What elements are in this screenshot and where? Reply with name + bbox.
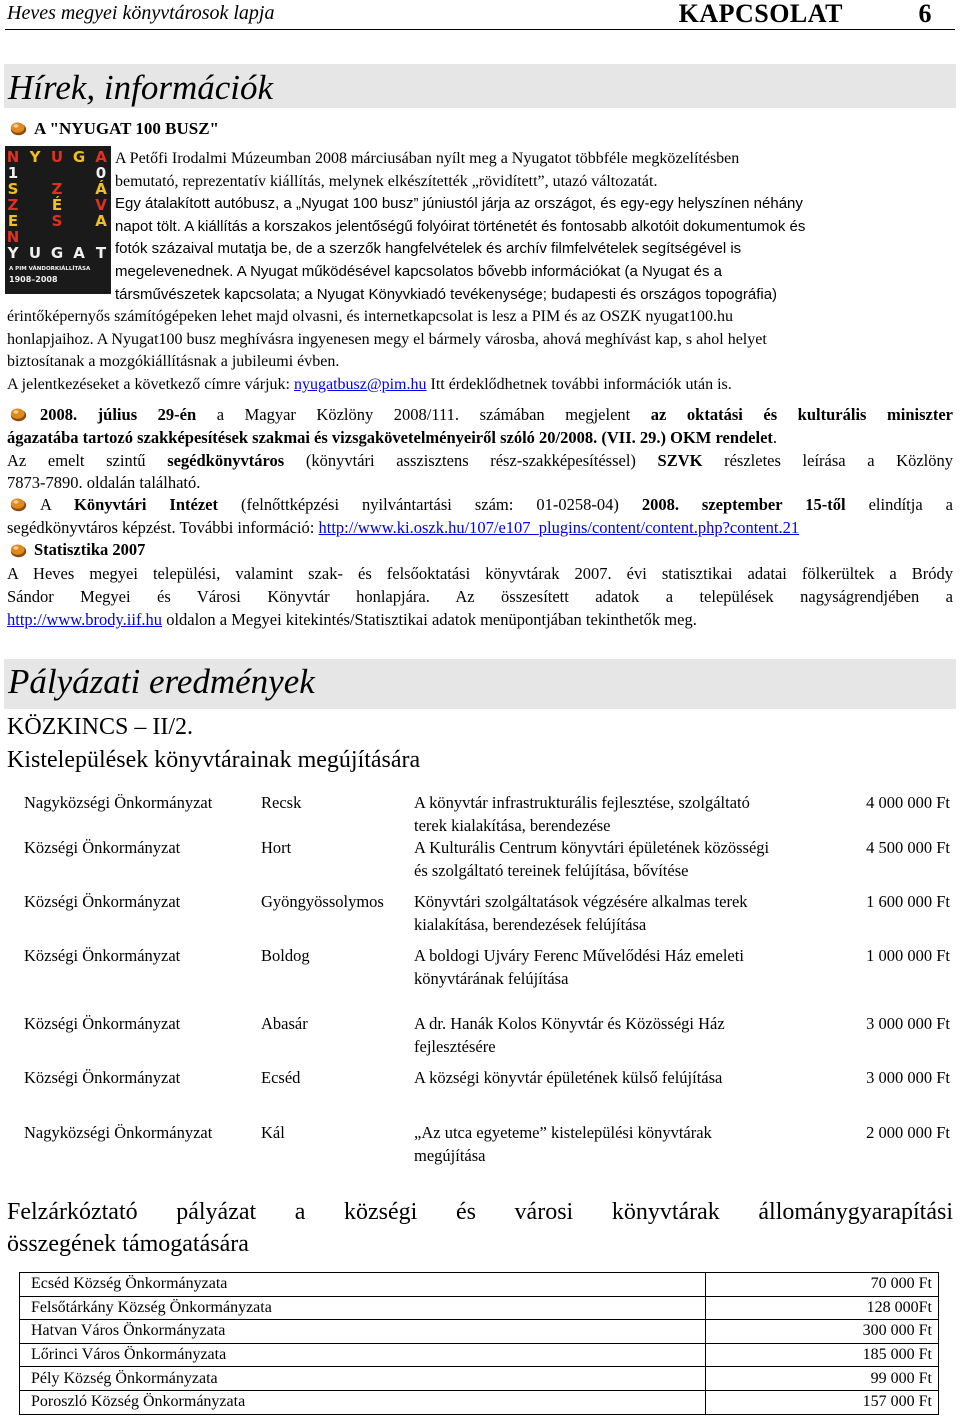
kozkincs-amount: 1 600 000 Ft <box>866 892 950 911</box>
para-line: megelevenednek. A Nyugat működésével kapcsolatos bővebb információkat (a Nyugat és a <box>115 262 723 280</box>
felz-table <box>19 1272 939 1415</box>
desc-line: kialakítása, berendezések felújítása <box>414 914 647 934</box>
kozkincs-place: Recsk <box>261 793 302 812</box>
stats-line-3 <box>7 609 953 632</box>
grant-amount: 99 000 Ft <box>706 1367 939 1391</box>
poster-letter: Á <box>95 180 107 198</box>
poster-letter: N <box>6 148 20 166</box>
date-bold: 2008. július 29-én <box>40 405 197 424</box>
grant-amount: 128 000Ft <box>706 1296 939 1320</box>
poster-letter: É <box>51 196 63 214</box>
poster-letter: S <box>51 212 63 230</box>
para-line: fotók százaival mutatja be, de a szerzők hangfelvételek és archív filmfelvételek segítségével is <box>115 240 742 258</box>
desc-line: A boldogi Ujváry Ferenc Művelődési Ház emeleti <box>414 946 744 965</box>
desc-line: Könyvtári szolgáltatások végzésére alkalmas terek <box>414 892 748 911</box>
kozkincs-desc <box>414 891 748 936</box>
kozkincs-org: Nagyközségi Önkormányzat <box>24 1123 213 1142</box>
kozkincs-place: Gyöngyössolymos <box>261 892 384 911</box>
email-link[interactable]: nyugatbusz@pim.hu <box>293 376 427 393</box>
kozkincs-desc <box>414 945 744 990</box>
poster-letter: 0 <box>95 164 107 182</box>
stats-title: Statisztika 2007 <box>34 540 146 559</box>
poster-letter: V <box>95 196 107 214</box>
kozkincs-org: Községi Önkormányzat <box>24 838 181 857</box>
poster-letter: N <box>6 228 20 246</box>
para-line: társművészetek kapcsolata; a Nyugat Könyvkiadó tevékenysége; budapesti és országos topográfia) <box>115 285 778 303</box>
text-bold: 2008. szeptember 15-től <box>641 495 846 514</box>
news2-line-1 <box>40 404 953 427</box>
kozkincs-amount: 4 500 000 Ft <box>866 838 950 857</box>
kozkincs-desc <box>414 837 769 882</box>
kozkincs-org: Nagyközségi Önkormányzat <box>24 793 213 812</box>
publication-name: Heves megyei könyvtárosok lapja <box>7 2 275 24</box>
grant-amount: 185 000 Ft <box>706 1343 939 1367</box>
decree-bold: ágazatába tartozó szakképesítések szakmai és vizsgakövetelményeiről szóló 20/2008. (VII. 29.) OKM rendelet <box>7 428 773 447</box>
para-line: biztosítanak a mozgókiállításnak a jubileumi évben. <box>7 353 340 371</box>
kozkincs-org: Községi Önkormányzat <box>24 892 181 911</box>
text-bold: az oktatási és kulturális miniszter <box>650 405 953 424</box>
para-line: érintőképernyős számítógépeken lehet majd olvasni, és internetkapcsolat is lesz a PIM és az OSZK nyugat100.hu <box>7 308 734 325</box>
poster-letter: U <box>50 148 64 166</box>
poster-letter: A <box>95 148 107 166</box>
poster-letter: A <box>73 244 85 262</box>
poster-years: 1908–2008 <box>9 275 58 284</box>
kozkincs-place: Abasár <box>261 1014 308 1033</box>
stats-line-2: Sándor Megyei és Városi Könyvtár honlapjára. Az összesített adatok a települések nagyságrendjében a <box>7 587 953 606</box>
table-row <box>20 1367 939 1391</box>
para-line-part: napot tölt. A kiállítás a korszakos jelentőségű folyóirat történetét és fontosabb alkotóit dokumentumok és <box>115 217 806 235</box>
table-row <box>20 1343 939 1367</box>
desc-line: A könyvtár infrastrukturális fejlesztése, szolgáltató <box>414 793 750 812</box>
kozkincs-amount: 2 000 000 Ft <box>866 1123 950 1142</box>
para-line: A Petőfi Irodalmi Múzeumban 2008 márciusában nyílt meg a Nyugatot többféle megközelítésben <box>115 150 740 167</box>
kozkincs-org: Községi Önkormányzat <box>24 1014 181 1033</box>
poster-letter: E <box>7 212 19 230</box>
table-row <box>20 1390 939 1414</box>
municipality-name: Hatvan Város Önkormányzata <box>20 1320 706 1344</box>
municipality-name: Pély Község Önkormányzata <box>20 1367 706 1391</box>
poster-caption: A PIM VÁNDORKIÁLLÍTÁSA <box>9 266 91 272</box>
poster-letter: U <box>28 244 42 262</box>
text: részletes leírása a Közlöny <box>702 451 953 470</box>
magazine-title: KAPCSOLAT <box>678 0 843 28</box>
text: oldalon a Megyei kitekintés/Statisztikai adatok menüpontjában tekinthetők meg. <box>162 610 697 629</box>
desc-line: „Az utca egyeteme” kistelepülési könyvtárak <box>414 1123 712 1142</box>
poster-letter: S <box>7 180 19 198</box>
text-bold: Könyvtári Intézet <box>74 495 218 514</box>
felz-title-l1: Felzárkóztató pályázat a községi és városi könyvtárak állománygyarapítási <box>7 1199 953 1225</box>
kozkincs-desc <box>414 1122 712 1167</box>
poster-letter: Z <box>51 180 63 198</box>
text: . <box>772 428 778 447</box>
news2-line-6 <box>7 517 953 540</box>
bullet-icon <box>10 406 27 428</box>
grant-amount: 300 000 Ft <box>706 1320 939 1344</box>
text: segédkönyvtáros képzést. További információ: <box>7 518 319 537</box>
grant-amount: 157 000 Ft <box>706 1390 939 1414</box>
news2-line-3 <box>7 450 953 473</box>
table-row <box>20 1320 939 1344</box>
municipality-name: Felsőtárkány Község Önkormányzata <box>20 1296 706 1320</box>
news2-line-5 <box>40 494 953 517</box>
news-headline: A "NYUGAT 100 BUSZ" <box>34 119 219 138</box>
section-title-grants: Pályázati eredmények <box>8 662 315 701</box>
brody-link[interactable]: http://www.brody.iif.hu <box>7 610 163 629</box>
para-line: bemutató, reprezentatív kiállítás, melynek elkészítették „rövidített”, utazó változatát. <box>115 172 658 190</box>
municipality-name: Ecséd Község Önkormányzata <box>20 1273 706 1297</box>
header-title-page <box>679 0 932 29</box>
desc-line: megújítása <box>414 1145 486 1165</box>
text-bold: segédkönyvtáros <box>167 451 285 470</box>
section-title-news: Hírek, információk <box>8 68 274 107</box>
text: elindítja a <box>845 495 953 514</box>
kozkincs-org: Községi Önkormányzat <box>24 1068 181 1087</box>
desc-line: A dr. Hanák Kolos Könyvtár és Közösségi Ház <box>414 1014 725 1033</box>
bullet-icon <box>10 496 27 518</box>
felz-title-l2: összegének támogatására <box>7 1231 249 1257</box>
kozkincs-amount: 4 000 000 Ft <box>866 793 950 812</box>
bullet-icon <box>10 542 27 564</box>
nyugat-poster-image <box>5 146 111 294</box>
kozkincs-place: Ecséd <box>261 1068 301 1087</box>
kozkincs-place: Kál <box>261 1123 285 1142</box>
text: (könyvtári asszisztens rész-szakképesítéssel) <box>284 451 658 470</box>
kozkincs-subtitle: Kistelepülések könyvtárainak megújítására <box>7 747 421 773</box>
poster-letter: Y <box>29 148 41 166</box>
kozkincs-desc <box>414 1013 725 1058</box>
kozkincs-desc <box>414 792 750 837</box>
contact-text: A jelentkezéseket a következő címre várjuk: <box>7 376 294 393</box>
grant-amount: 70 000 Ft <box>706 1273 939 1297</box>
desc-line: fejlesztésére <box>414 1036 496 1056</box>
municipality-name: Poroszló Község Önkormányzata <box>20 1390 706 1414</box>
para-line-part: Egy átalakított autóbusz, a „Nyugat 100 busz” júniustól járja az országot, és egy-egy helyszínen néhány <box>115 195 803 213</box>
text-bold: SZVK <box>657 451 703 470</box>
kozkincs-title: KÖZKINCS – II/2. <box>7 714 193 740</box>
kozkincs-place: Hort <box>261 838 292 857</box>
text: Az emelt szintű <box>7 451 168 470</box>
para-line <box>115 193 953 216</box>
news2-line-2 <box>7 427 953 450</box>
text: A <box>40 495 75 514</box>
desc-line: és szolgáltató tereinek felújítása, bővítése <box>414 860 689 880</box>
kozkincs-amount: 3 000 000 Ft <box>866 1068 950 1087</box>
para-line: honlapjaihoz. A Nyugat100 busz meghívásra ingyenesen megy el bármely városba, ahová meghívást kap, s ahol helyet <box>7 330 767 348</box>
kozkincs-place: Boldog <box>261 946 310 965</box>
stats-line-1: A Heves megyei települési, valamint szak- és felsőoktatási könyvtárak 2007. évi statisztikai adatai fölkerültek a Bródy <box>7 564 953 583</box>
text: (felnőttképzési nyilvántartási szám: 01-0258-04) <box>218 495 642 514</box>
poster-letter: Y <box>7 244 19 262</box>
kozkincs-desc <box>414 1067 722 1090</box>
desc-line: könyvtárának felújítása <box>414 968 569 988</box>
table-row <box>20 1273 939 1297</box>
poster-letter: G <box>72 148 86 166</box>
poster-letter: A <box>95 212 107 230</box>
kozkincs-amount: 1 000 000 Ft <box>866 946 950 965</box>
poster-letter: G <box>50 244 64 262</box>
ki-oszk-link[interactable]: http://www.ki.oszk.hu/107/e107_plugins/content/content.php?content.21 <box>318 518 800 537</box>
desc-line: A Kulturális Centrum könyvtári épületének közösségi <box>414 838 770 857</box>
kozkincs-org: Községi Önkormányzat <box>24 946 181 965</box>
desc-line: terek kialakítása, berendezése <box>414 815 611 835</box>
bullet-icon <box>10 120 27 142</box>
page-number: 6 <box>918 0 932 28</box>
news-paragraph-cont <box>7 306 953 374</box>
text: a Magyar Közlöny 2008/111. számában megjelent <box>196 405 651 424</box>
desc-line: A községi könyvtár épületének külső felújítása <box>414 1068 723 1087</box>
municipality-name: Lőrinci Város Önkormányzata <box>20 1343 706 1367</box>
contact-text-end: Itt érdeklődhetnek további információk után is. <box>426 376 732 393</box>
poster-letter: 1 <box>7 164 19 182</box>
news2-line-4: 7873-7890. oldalán található. <box>7 473 201 492</box>
para-line <box>115 216 953 239</box>
poster-letter: T <box>95 244 107 262</box>
kozkincs-amount: 3 000 000 Ft <box>866 1014 950 1033</box>
contact-line <box>7 374 953 397</box>
news-paragraph <box>115 148 953 306</box>
table-row <box>20 1296 939 1320</box>
poster-letter: Z <box>7 196 19 214</box>
header-rule <box>5 29 955 30</box>
